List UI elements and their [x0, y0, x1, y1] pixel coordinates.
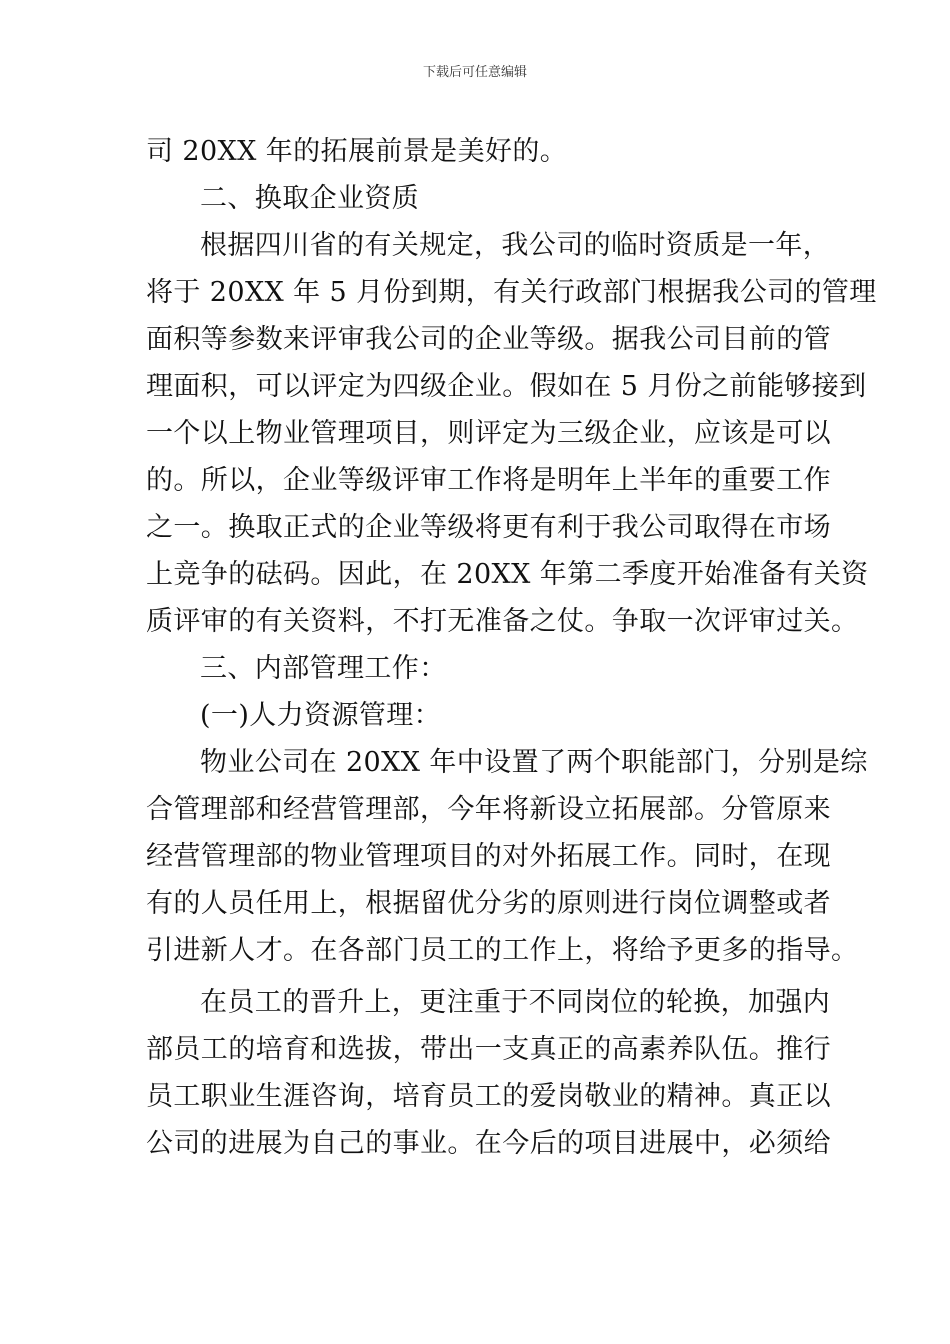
- text-line: 引进新人才。在各部门员工的工作上，将给予更多的指导。: [146, 935, 859, 966]
- paragraph-promotion: [146, 979, 831, 1167]
- paragraph-qualification: [146, 222, 877, 645]
- document-body: [146, 128, 877, 1167]
- text-line: 经营管理部的物业管理项目的对外拓展工作。同时，在现: [146, 841, 831, 872]
- heading-text: 三、内部管理工作：: [200, 653, 447, 684]
- text-line: 在员工的晋升上，更注重于不同岗位的轮换，加强内: [200, 987, 831, 1018]
- text-line: 将于 20XX 年 5 月份到期，有关行政部门根据我公司的管理: [146, 277, 877, 308]
- paragraph-continuation: [146, 128, 810, 175]
- text-line: 之一。换取正式的企业等级将更有利于我公司取得在市场: [146, 512, 831, 543]
- text-line: 质评审的有关资料，不打无准备之仗。争取一次评审过关。: [146, 606, 859, 637]
- text-line: 上竞争的砝码。因此，在 20XX 年第二季度开始准备有关资: [146, 559, 869, 590]
- text-line: 员工职业生涯咨询，培育员工的爱岗敬业的精神。真正以: [146, 1081, 831, 1112]
- subsection-heading-hr: [146, 692, 810, 739]
- paragraph-departments: [146, 739, 868, 974]
- section-heading-internal-management: [146, 645, 810, 692]
- heading-text: (一)人力资源管理：: [200, 700, 442, 731]
- heading-text: 二、换取企业资质: [200, 183, 420, 214]
- text-line: 一个以上物业管理项目，则评定为三级企业，应该是可以: [146, 418, 831, 449]
- page-header: 下载后可任意编辑: [422, 65, 527, 80]
- section-heading-qualification: [146, 175, 810, 222]
- text-line: 公司的进展为自己的事业。在今后的项目进展中，必须给: [146, 1128, 831, 1159]
- text-line: 物业公司在 20XX 年中设置了两个职能部门，分别是综: [200, 747, 868, 778]
- text-line: 根据四川省的有关规定，我公司的临时资质是一年，: [200, 230, 831, 261]
- text-line: 合管理部和经营管理部，今年将新设立拓展部。分管原来: [146, 794, 831, 825]
- text-line: 的。所以，企业等级评审工作将是明年上半年的重要工作: [146, 465, 831, 496]
- text-line: 理面积，可以评定为四级企业。假如在 5 月份之前能够接到: [146, 371, 867, 402]
- text-line: 部员工的培育和选拔，带出一支真正的高素养队伍。推行: [146, 1034, 831, 1065]
- text-line: 有的人员任用上，根据留优分劣的原则进行岗位调整或者: [146, 888, 831, 919]
- text-line: 面积等参数来评审我公司的企业等级。据我公司目前的管: [146, 324, 831, 355]
- text-line: 司 20XX 年的拓展前景是美好的。: [146, 136, 568, 167]
